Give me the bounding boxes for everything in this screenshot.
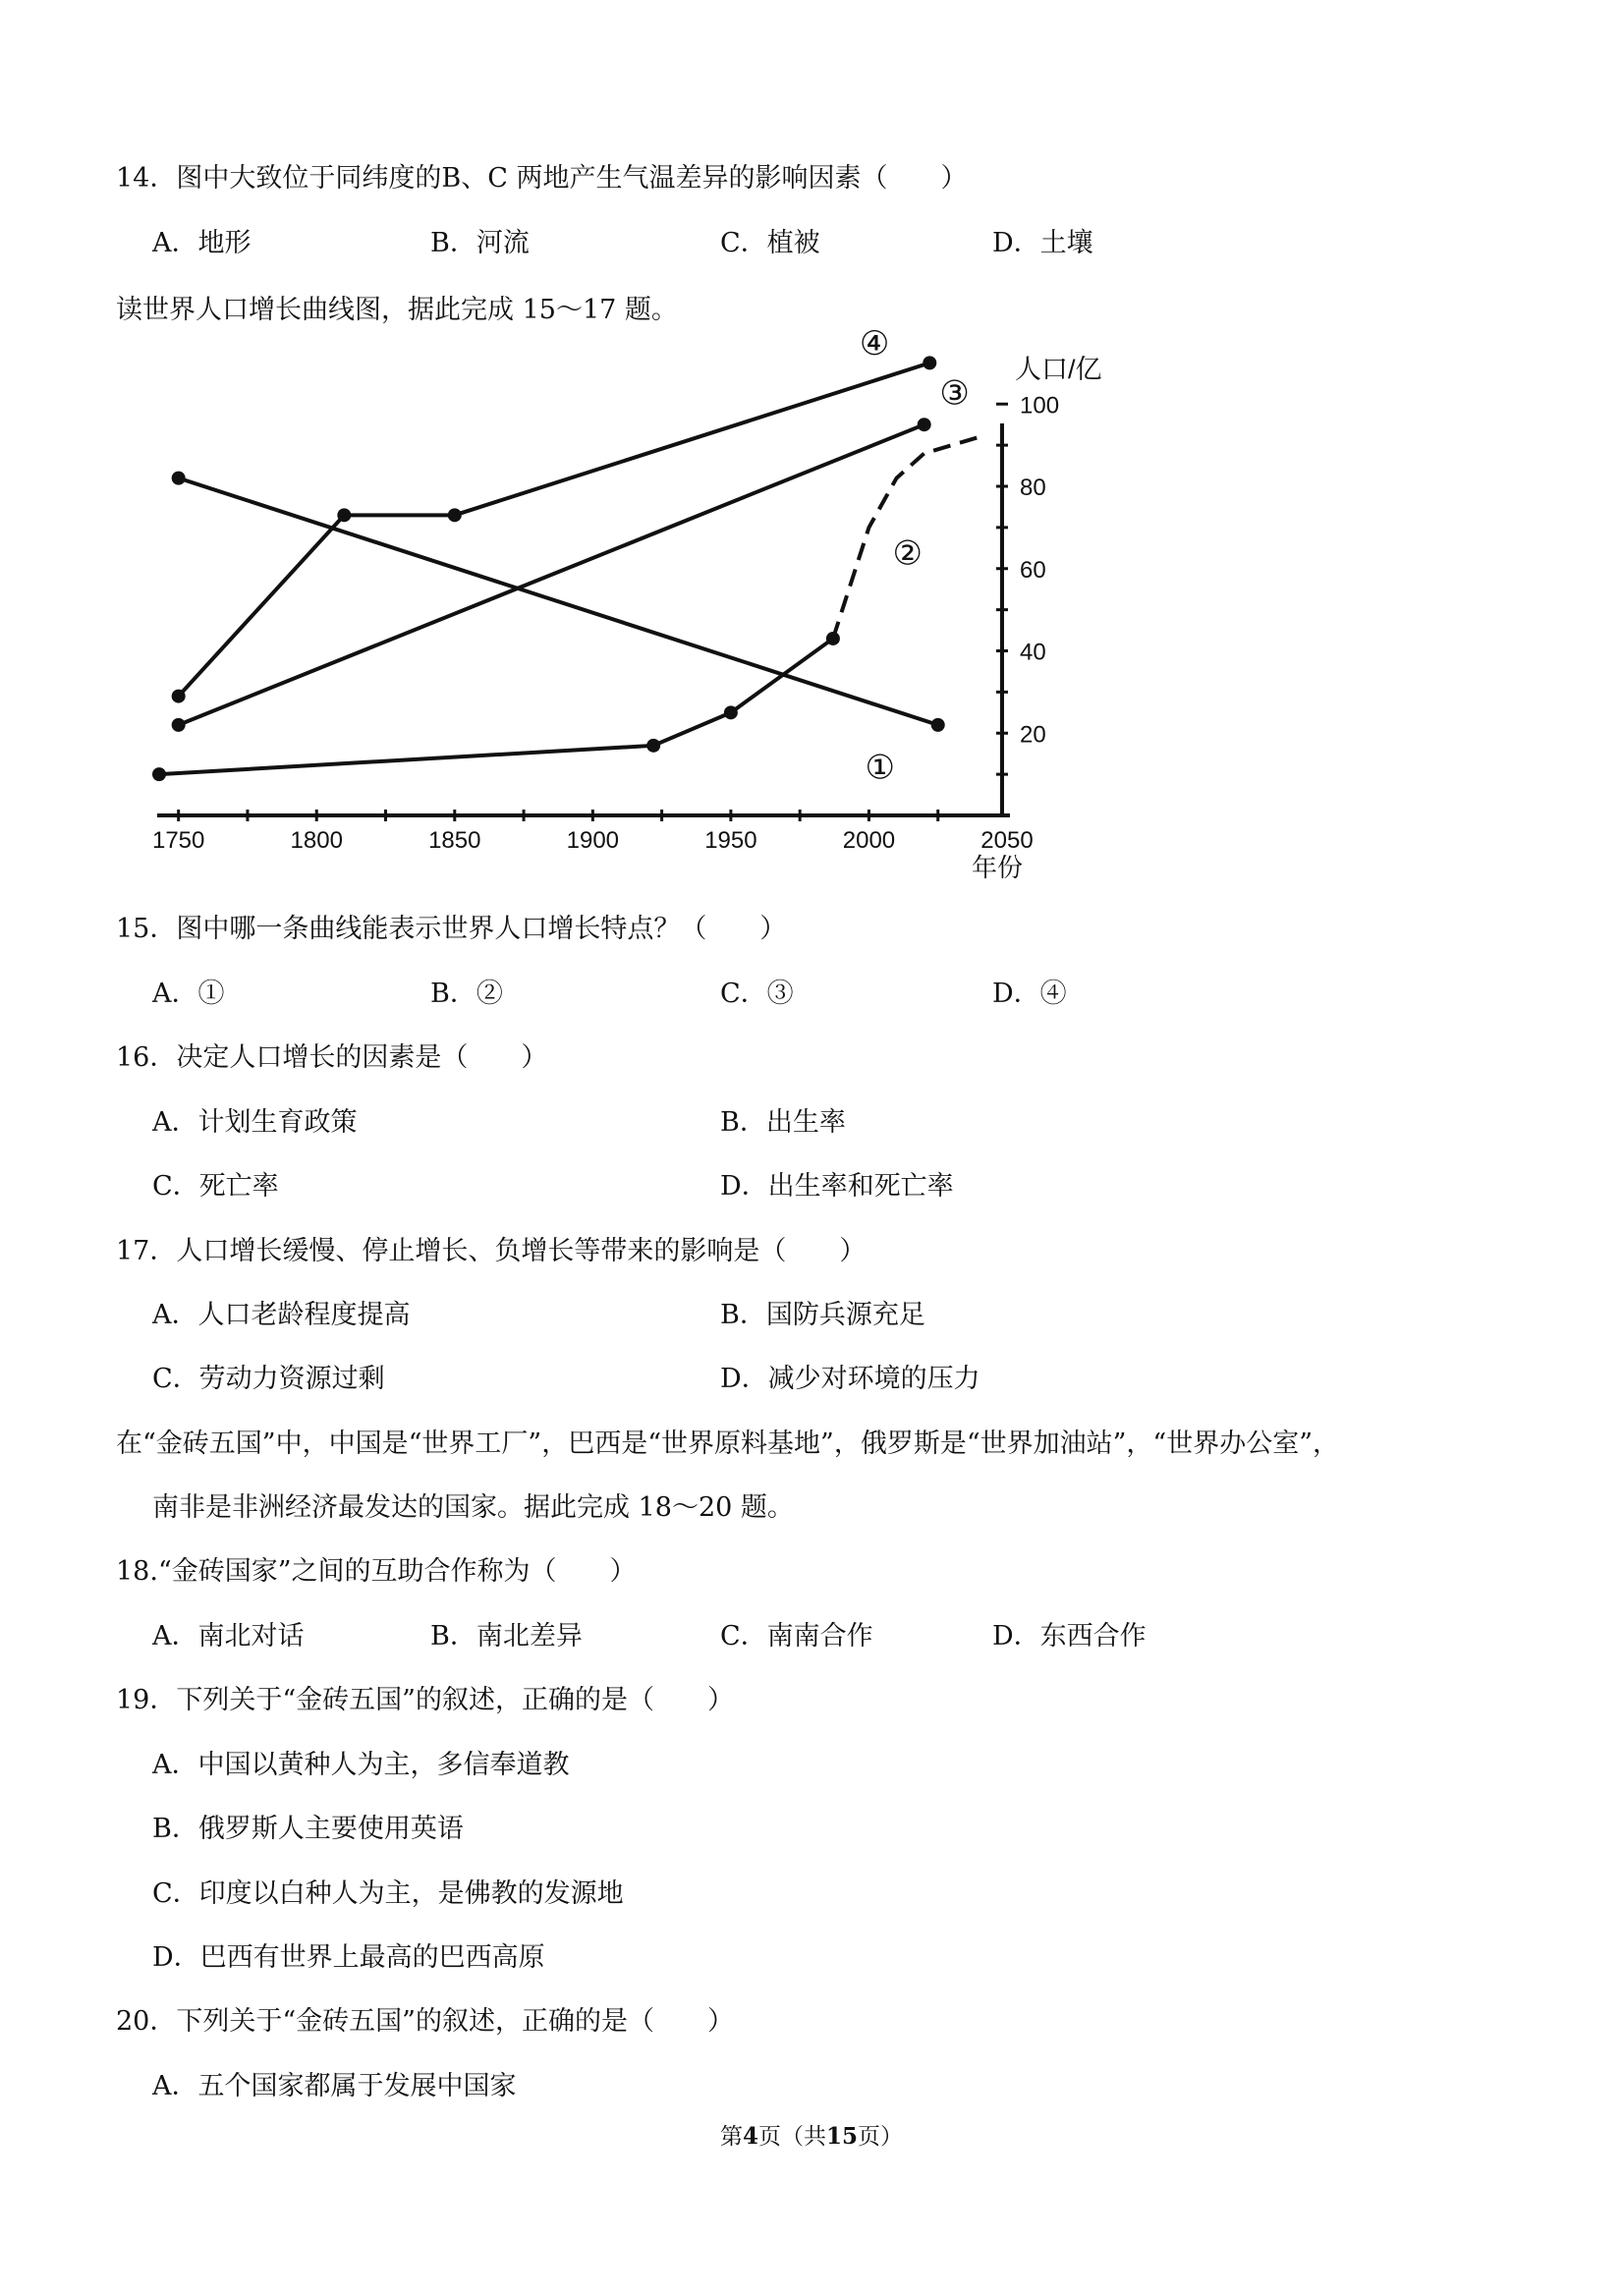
data-point (931, 718, 945, 732)
q19-stem: 19．下列关于“金砖五国”的叙述，正确的是（ ） (116, 1685, 734, 1715)
x-tick-label: 1750 (151, 827, 205, 854)
footer-suffix: 页） (858, 2124, 904, 2150)
q18-option-c: C．南南合作 (720, 1621, 873, 1652)
q14-stem: 14．图中大致位于同纬度的B、C 两地产生气温差异的影响因素（ ） (116, 163, 968, 194)
q15-stem: 15．图中哪一条曲线能表示世界人口增长特点？（ ） (116, 914, 787, 944)
q20-stem: 20．下列关于“金砖五国”的叙述，正确的是（ ） (116, 2006, 734, 2037)
q19-option-b: B．俄罗斯人主要使用英语 (152, 1814, 464, 1844)
q17-option-d: D．减少对环境的压力 (720, 1364, 980, 1394)
series-label-2: ② (892, 534, 923, 573)
data-point (724, 705, 738, 719)
x-tick-label: 2000 (842, 827, 896, 854)
x-tick-label: 1800 (290, 827, 343, 854)
data-point (172, 718, 186, 732)
q16-option-c: C．死亡率 (152, 1171, 279, 1202)
population-growth-chart (147, 325, 1110, 899)
intro-18-20-line1: 在“金砖五国”中，中国是“世界工厂”，巴西是“世界原料基地”，俄罗斯是“世界加油站”，“世界办公室”， (116, 1428, 1340, 1459)
q16-option-b: B．出生率 (720, 1107, 846, 1138)
q17-option-a: A．人口老龄程度提高 (152, 1300, 411, 1330)
x-axis-title: 年份 (971, 853, 1024, 882)
y-tick-label: 20 (1020, 721, 1046, 749)
q18-option-a: A．南北对话 (152, 1621, 305, 1652)
q18-option-b: B．南北差异 (430, 1621, 583, 1652)
q16-option-d: D．出生率和死亡率 (720, 1171, 954, 1202)
q19-option-c: C．印度以白种人为主，是佛教的发源地 (152, 1878, 624, 1909)
q19-option-a: A．中国以黄种人为主，多信奉道教 (152, 1750, 570, 1780)
footer-mid: 页（共 (758, 2124, 826, 2150)
series-label-1: ① (865, 749, 895, 787)
page-footer (0, 2118, 1623, 2151)
y-axis-title: 人口/亿 (1015, 355, 1102, 384)
y-tick-label: 80 (1020, 475, 1046, 501)
y-tick-label: 40 (1020, 639, 1046, 666)
q17-option-c: C．劳动力资源过剩 (152, 1364, 385, 1394)
data-point (152, 767, 166, 781)
data-point (172, 690, 186, 703)
q18-option-d: D．东西合作 (992, 1621, 1147, 1652)
q19-option-d: D．巴西有世界上最高的巴西高原 (152, 1942, 545, 1973)
data-point (172, 472, 186, 485)
series-line-4 (179, 363, 930, 696)
footer-page-number: 4 (742, 2123, 758, 2150)
q18-stem: 18.“金砖国家”之间的互助合作称为（ ） (116, 1556, 637, 1587)
q20-option-a: A．五个国家都属于发展中国家 (152, 2071, 517, 2101)
q15-option-a: A．① (152, 979, 225, 1009)
data-point (337, 508, 351, 522)
footer-total-pages: 15 (826, 2123, 859, 2150)
q15-option-b: B．② (430, 979, 503, 1009)
q15-option-d: D．④ (992, 979, 1067, 1009)
series-line-1 (179, 478, 938, 725)
y-tick-label: 60 (1020, 556, 1046, 584)
data-point (923, 356, 936, 369)
q14-option-c: C．植被 (720, 228, 820, 258)
data-point (646, 739, 660, 753)
series-label-4: ④ (859, 325, 890, 363)
data-point (918, 418, 931, 431)
q16-stem: 16．决定人口增长的因素是（ ） (116, 1042, 548, 1073)
q14-option-a: A．地形 (152, 228, 252, 258)
footer-prefix: 第 (719, 2124, 743, 2150)
x-tick-label: 2050 (980, 827, 1034, 854)
x-tick-label: 1950 (704, 827, 757, 854)
intro-18-20-line2: 南非是非洲经济最发达的国家。据此完成 18～20 题。 (152, 1492, 794, 1523)
q14-option-d: D．土壤 (992, 228, 1093, 258)
series-label-3: ③ (939, 374, 970, 413)
q15-option-c: C．③ (720, 979, 794, 1009)
q17-stem: 17．人口增长缓慢、停止增长、负增长等带来的影响是（ ） (116, 1236, 867, 1266)
q17-option-b: B．国防兵源充足 (720, 1300, 925, 1330)
y-tick-label: 100 (1020, 392, 1060, 420)
q14-option-b: B．河流 (430, 228, 530, 258)
intro-15-17: 读世界人口增长曲线图，据此完成 15～17 题。 (116, 295, 678, 325)
x-tick-label: 1900 (566, 827, 620, 854)
x-tick-label: 1850 (428, 827, 481, 854)
q16-option-a: A．计划生育政策 (152, 1107, 358, 1138)
data-point (448, 508, 462, 522)
